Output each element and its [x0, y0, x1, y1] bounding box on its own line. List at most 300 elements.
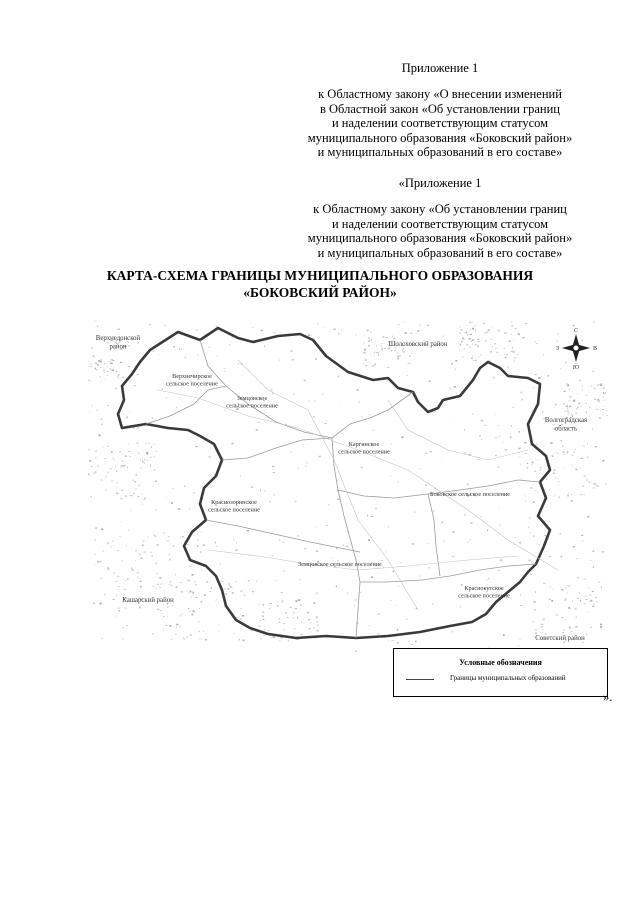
- terrain-speck: [290, 350, 292, 352]
- settlement-label-line: сельское поселение: [226, 402, 278, 410]
- terrain-speck: [397, 356, 399, 357]
- terrain-speck: [543, 354, 544, 355]
- terrain-speck: [95, 471, 97, 473]
- terrain-speck: [472, 414, 473, 415]
- terrain-speck: [576, 408, 578, 409]
- terrain-speck: [463, 570, 464, 571]
- terrain-speck: [503, 442, 504, 443]
- terrain-speck: [539, 545, 541, 546]
- terrain-speck: [569, 406, 571, 408]
- terrain-speck: [192, 611, 194, 613]
- terrain-speck: [132, 495, 133, 496]
- terrain-speck: [402, 436, 404, 438]
- settlement-label: [298, 561, 382, 568]
- terrain-speck: [189, 508, 190, 509]
- terrain-speck: [182, 536, 184, 537]
- terrain-speck: [586, 403, 587, 404]
- terrain-speck: [558, 481, 559, 482]
- terrain-speck: [118, 329, 120, 330]
- terrain-speck: [270, 638, 271, 639]
- terrain-speck: [569, 400, 571, 401]
- terrain-speck: [278, 623, 279, 624]
- terrain-speck: [463, 338, 465, 339]
- terrain-speck: [589, 416, 590, 417]
- terrain-speck: [563, 451, 565, 452]
- terrain-speck: [571, 500, 573, 502]
- terrain-speck: [139, 591, 140, 592]
- terrain-speck: [307, 612, 309, 614]
- terrain-speck: [150, 552, 152, 553]
- terrain-speck: [150, 457, 152, 458]
- terrain-speck: [400, 562, 402, 563]
- terrain-speck: [463, 356, 464, 358]
- terrain-speck: [513, 361, 515, 362]
- terrain-speck: [408, 363, 410, 364]
- terrain-speck: [603, 392, 604, 394]
- terrain-speck: [554, 407, 555, 408]
- terrain-speck: [112, 370, 114, 371]
- terrain-speck: [108, 472, 109, 474]
- terrain-speck: [107, 371, 109, 372]
- terrain-speck: [162, 389, 163, 390]
- terrain-speck: [99, 603, 101, 605]
- terrain-speck: [107, 542, 108, 544]
- terrain-speck: [368, 625, 369, 626]
- terrain-speck: [573, 400, 575, 401]
- terrain-speck: [131, 510, 132, 511]
- terrain-speck: [486, 579, 487, 580]
- terrain-speck: [98, 435, 100, 437]
- terrain-speck: [201, 570, 202, 571]
- map-title: [60, 268, 580, 301]
- terrain-speck: [137, 427, 139, 428]
- terrain-speck: [88, 380, 90, 381]
- terrain-speck: [339, 407, 340, 408]
- terrain-speck: [527, 467, 528, 468]
- terrain-speck: [593, 550, 595, 552]
- terrain-speck: [95, 363, 97, 364]
- terrain-speck: [592, 428, 593, 430]
- terrain-speck: [118, 610, 120, 611]
- terrain-speck: [592, 488, 594, 489]
- map-title-line: «БОКОВСКИЙ РАЙОН»: [243, 284, 397, 300]
- appendix-line: к Областному закону «Об установлении границ: [313, 202, 567, 217]
- terrain-speck: [569, 396, 571, 397]
- terrain-speck: [564, 391, 566, 392]
- terrain-speck: [560, 440, 562, 441]
- terrain-speck: [572, 464, 573, 466]
- terrain-speck: [535, 458, 536, 459]
- terrain-speck: [198, 622, 200, 623]
- terrain-speck: [190, 591, 192, 593]
- terrain-speck: [117, 550, 119, 551]
- terrain-speck: [371, 339, 372, 341]
- terrain-speck: [513, 351, 515, 352]
- terrain-speck: [128, 530, 129, 531]
- terrain-speck: [459, 349, 460, 350]
- terrain-speck: [117, 586, 119, 587]
- district-map-canvas[interactable]: [88, 320, 608, 652]
- terrain-speck: [126, 625, 128, 626]
- terrain-speck: [433, 510, 434, 512]
- terrain-speck: [188, 580, 190, 582]
- terrain-speck: [95, 457, 96, 459]
- terrain-speck: [366, 330, 368, 332]
- terrain-speck: [606, 484, 607, 485]
- terrain-speck: [163, 629, 164, 631]
- terrain-speck: [602, 409, 604, 410]
- terrain-speck: [116, 616, 117, 617]
- terrain-speck: [398, 324, 400, 325]
- settlement-label-line: Каргинское: [348, 441, 380, 448]
- compass-south: Ю: [572, 365, 580, 371]
- terrain-speck: [167, 606, 169, 607]
- terrain-speck: [197, 540, 198, 541]
- terrain-speck: [144, 459, 145, 461]
- terrain-speck: [172, 488, 173, 489]
- terrain-speck: [243, 640, 245, 642]
- terrain-speck: [112, 458, 114, 459]
- terrain-speck: [534, 609, 536, 610]
- terrain-speck: [152, 417, 153, 419]
- terrain-speck: [231, 443, 233, 445]
- terrain-speck: [293, 617, 294, 619]
- terrain-speck: [443, 540, 444, 541]
- terrain-speck: [580, 600, 581, 602]
- terrain-speck: [147, 460, 148, 462]
- terrain-speck: [464, 429, 465, 430]
- terrain-speck: [464, 514, 466, 516]
- terrain-speck: [403, 322, 404, 323]
- terrain-speck: [550, 442, 552, 444]
- terrain-speck: [135, 550, 136, 552]
- terrain-speck: [122, 560, 123, 561]
- terrain-speck: [535, 341, 536, 342]
- terrain-speck: [199, 638, 200, 639]
- terrain-speck: [587, 457, 589, 458]
- terrain-speck: [97, 326, 98, 327]
- terrain-speck: [115, 465, 116, 467]
- terrain-speck: [120, 467, 121, 468]
- terrain-speck: [580, 494, 582, 495]
- terrain-speck: [315, 358, 317, 360]
- terrain-speck: [252, 591, 254, 593]
- terrain-speck: [152, 633, 154, 634]
- terrain-speck: [406, 619, 407, 620]
- terrain-speck: [146, 595, 147, 596]
- terrain-speck: [427, 325, 429, 326]
- terrain-speck: [110, 368, 112, 369]
- terrain-speck: [496, 348, 497, 349]
- terrain-speck: [571, 631, 573, 632]
- terrain-speck: [140, 467, 141, 469]
- terrain-speck: [260, 638, 261, 639]
- terrain-speck: [544, 633, 546, 634]
- terrain-speck: [522, 337, 524, 338]
- terrain-speck: [419, 325, 420, 327]
- terrain-speck: [105, 378, 106, 379]
- terrain-speck: [111, 546, 112, 547]
- terrain-speck: [262, 616, 264, 618]
- terrain-speck: [156, 573, 158, 574]
- terrain-speck: [94, 564, 95, 565]
- terrain-speck: [563, 403, 564, 405]
- terrain-speck: [160, 610, 161, 611]
- appendix-line: муниципального образования «Боковский район»: [307, 231, 573, 246]
- terrain-speck: [285, 612, 287, 613]
- terrain-speck: [425, 453, 427, 454]
- closing-quote: ».: [603, 690, 613, 704]
- terrain-speck: [551, 455, 552, 456]
- terrain-speck: [556, 341, 557, 342]
- terrain-speck: [108, 446, 109, 447]
- terrain-speck: [478, 459, 479, 460]
- terrain-speck: [566, 585, 568, 586]
- terrain-speck: [256, 581, 257, 582]
- terrain-speck: [525, 501, 526, 502]
- terrain-speck: [565, 587, 567, 588]
- terrain-speck: [555, 404, 557, 406]
- terrain-speck: [153, 586, 155, 587]
- terrain-speck: [581, 340, 583, 341]
- terrain-speck: [196, 329, 198, 330]
- settlement-label-line: Верхнечирское: [172, 373, 212, 380]
- terrain-speck: [180, 536, 181, 537]
- terrain-speck: [562, 589, 564, 591]
- map-legend: [393, 648, 608, 697]
- terrain-speck: [337, 480, 338, 481]
- terrain-speck: [567, 406, 568, 408]
- terrain-speck: [100, 561, 102, 563]
- terrain-speck: [575, 626, 577, 628]
- terrain-speck: [297, 617, 298, 619]
- terrain-speck: [574, 452, 575, 453]
- terrain-speck: [510, 598, 512, 599]
- terrain-speck: [169, 559, 170, 561]
- terrain-speck: [601, 586, 602, 588]
- terrain-speck: [176, 407, 177, 408]
- terrain-speck: [553, 473, 555, 474]
- terrain-speck: [124, 589, 126, 590]
- terrain-speck: [134, 481, 136, 482]
- terrain-speck: [460, 332, 461, 334]
- terrain-speck: [386, 337, 388, 338]
- neighbor-label: [535, 635, 585, 642]
- terrain-speck: [586, 395, 587, 397]
- terrain-speck: [600, 624, 602, 626]
- terrain-speck: [387, 367, 388, 368]
- terrain-speck: [594, 388, 596, 389]
- terrain-speck: [572, 455, 574, 456]
- terrain-speck: [156, 588, 157, 590]
- terrain-speck: [356, 334, 357, 336]
- terrain-speck: [317, 323, 318, 324]
- terrain-speck: [484, 425, 486, 426]
- terrain-speck: [471, 322, 473, 323]
- terrain-speck: [497, 352, 498, 353]
- terrain-speck: [539, 469, 541, 470]
- neighbor-label-line: область: [554, 425, 578, 433]
- terrain-speck: [555, 478, 556, 479]
- terrain-speck: [506, 354, 508, 356]
- terrain-speck: [282, 601, 284, 603]
- terrain-speck: [395, 348, 396, 349]
- terrain-speck: [470, 330, 471, 331]
- terrain-speck: [105, 458, 106, 459]
- terrain-speck: [127, 578, 128, 580]
- terrain-speck: [582, 486, 584, 487]
- terrain-speck: [582, 389, 583, 390]
- terrain-speck: [102, 550, 103, 551]
- terrain-speck: [583, 495, 585, 496]
- terrain-speck: [269, 636, 270, 637]
- terrain-speck: [475, 325, 476, 326]
- terrain-speck: [577, 393, 578, 394]
- terrain-speck: [239, 639, 240, 641]
- terrain-speck: [168, 536, 170, 537]
- terrain-speck: [545, 489, 546, 490]
- terrain-speck: [378, 614, 380, 615]
- neighbor-label-line: Верхнедонской: [95, 335, 141, 342]
- terrain-speck: [92, 405, 93, 407]
- terrain-speck: [216, 546, 217, 547]
- terrain-speck: [204, 594, 206, 596]
- terrain-speck: [472, 328, 474, 330]
- terrain-speck: [478, 341, 479, 342]
- appendix-line: муниципального образования «Боковский район»: [307, 130, 573, 145]
- terrain-speck: [104, 372, 105, 373]
- terrain-speck: [460, 606, 462, 607]
- terrain-speck: [117, 576, 119, 578]
- terrain-speck: [129, 345, 130, 347]
- terrain-speck: [565, 408, 566, 409]
- terrain-speck: [504, 348, 505, 349]
- terrain-speck: [511, 322, 512, 323]
- terrain-speck: [527, 463, 528, 464]
- terrain-speck: [155, 536, 157, 537]
- terrain-speck: [319, 456, 321, 457]
- terrain-speck: [181, 614, 182, 615]
- settlement-label-line: Краснозоринское: [211, 499, 257, 506]
- terrain-speck: [573, 325, 575, 327]
- terrain-speck: [594, 604, 595, 605]
- terrain-speck: [535, 374, 537, 375]
- terrain-speck: [178, 508, 180, 510]
- terrain-speck: [169, 581, 171, 583]
- terrain-speck: [116, 487, 117, 488]
- terrain-speck: [173, 545, 174, 547]
- appendix-line: и наделении соответствующим статусом: [331, 216, 549, 231]
- terrain-speck: [365, 365, 367, 366]
- terrain-speck: [392, 640, 394, 641]
- terrain-speck: [406, 375, 408, 376]
- terrain-speck: [499, 525, 501, 526]
- terrain-speck: [382, 336, 384, 337]
- terrain-speck: [252, 327, 253, 328]
- terrain-speck: [116, 493, 118, 495]
- terrain-speck: [505, 357, 506, 358]
- terrain-speck: [472, 340, 473, 341]
- terrain-speck: [405, 332, 407, 334]
- terrain-speck: [176, 634, 177, 636]
- terrain-speck: [371, 516, 373, 517]
- terrain-speck: [470, 523, 472, 524]
- terrain-speck: [119, 536, 120, 537]
- terrain-speck: [459, 326, 460, 327]
- terrain-speck: [455, 369, 456, 370]
- neighbor-label-line: Кашарский район: [122, 597, 174, 604]
- terrain-speck: [362, 416, 363, 418]
- terrain-speck: [302, 605, 304, 606]
- terrain-speck: [467, 334, 468, 335]
- terrain-speck: [536, 444, 537, 445]
- terrain-speck: [410, 333, 412, 334]
- terrain-speck: [364, 350, 365, 351]
- terrain-speck: [120, 362, 122, 363]
- terrain-speck: [107, 405, 109, 406]
- terrain-speck: [100, 377, 101, 378]
- terrain-speck: [123, 465, 125, 467]
- terrain-speck: [156, 544, 158, 546]
- terrain-speck: [596, 486, 598, 487]
- district-map[interactable]: [88, 320, 608, 652]
- terrain-speck: [300, 599, 301, 600]
- terrain-speck: [564, 468, 565, 469]
- terrain-speck: [151, 464, 152, 465]
- terrain-speck: [338, 333, 339, 335]
- terrain-speck: [127, 467, 128, 469]
- terrain-speck: [197, 354, 198, 355]
- terrain-speck: [495, 455, 496, 456]
- terrain-speck: [262, 604, 264, 605]
- terrain-speck: [118, 608, 120, 609]
- terrain-speck: [464, 452, 466, 453]
- terrain-speck: [597, 385, 599, 386]
- terrain-speck: [338, 376, 339, 378]
- terrain-speck: [592, 591, 594, 592]
- appendix-header: [300, 61, 580, 159]
- terrain-speck: [462, 337, 463, 339]
- terrain-speck: [151, 555, 153, 556]
- terrain-speck: [179, 414, 180, 415]
- terrain-speck: [259, 603, 260, 604]
- terrain-speck: [313, 416, 315, 417]
- terrain-speck: [138, 342, 139, 343]
- terrain-speck: [586, 634, 587, 636]
- appendix-line: и наделении соответствующим статусом: [331, 116, 549, 131]
- terrain-speck: [121, 490, 123, 491]
- terrain-speck: [165, 625, 167, 626]
- terrain-speck: [575, 608, 577, 610]
- terrain-speck: [224, 387, 226, 388]
- terrain-speck: [477, 339, 479, 340]
- terrain-speck: [128, 443, 129, 444]
- terrain-speck: [520, 605, 522, 606]
- terrain-speck: [466, 344, 468, 345]
- terrain-speck: [565, 362, 567, 363]
- legend-title: Условные обозначения: [459, 658, 542, 667]
- appendix-header-original: [300, 176, 580, 260]
- terrain-speck: [536, 343, 537, 344]
- settlement-label: [458, 585, 510, 600]
- terrain-speck: [138, 485, 140, 486]
- terrain-speck: [125, 608, 127, 609]
- terrain-speck: [382, 349, 383, 350]
- terrain-speck: [130, 495, 132, 496]
- terrain-speck: [97, 466, 99, 467]
- terrain-speck: [543, 619, 545, 621]
- terrain-speck: [505, 353, 506, 354]
